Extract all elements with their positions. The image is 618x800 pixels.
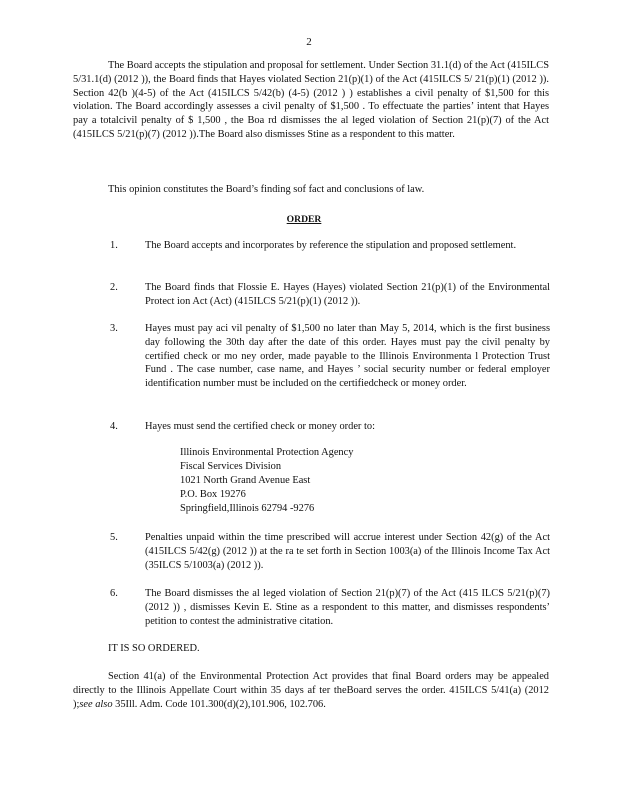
order-item-text: The Board dismisses the al leged violation of Section 21(p)(7) of the Act (415 ILCS 5/21(p)(7) (2012 )) , dismisses Kevin E. Stine as a respondent to this matter, and dismisses respondents’ petition to contest the administrative citation. [145,588,550,627]
mailing-address [180,446,353,516]
order-item-number: 1. [110,240,118,251]
page-number: 2 [306,36,312,48]
order-item-number: 2. [110,282,118,293]
order-item-text: The Board accepts and incorporates by reference the stipulation and proposed settlement. [145,240,517,251]
order-item-text: Penalties unpaid within the time prescribed will accrue interest under Section 42(g) of the Act (415ILCS 5/42(g) (2012 )) at the ra te set forth in Section 1003(a) of the Illinois Income Tax Act (35ILCS 5/1003(a) (2012 )). [145,532,550,571]
appeal-text-start: Section 41(a) of the Environmental Protection Act provides that final Board orders may be appealed directly to the Illinois Appellate Court within 35 days af ter theBoard serves the order. 415ILCS 5/41(a) (2012 ); [73,671,549,710]
address-line: 1021 North Grand Avenue East [180,474,311,486]
appeal-see-also: see also [79,698,113,710]
order-heading: ORDER [286,214,322,225]
order-item-text: The Board finds that Flossie E. Hayes (Hayes) violated Section 21(p)(1) of the Environmental Protect ion Act (Act) (415ILCS 5/21(p)(1) (2012 )). [145,282,550,307]
intro-paragraph: The Board accepts the stipulation and proposal for settlement. Under Section 31.1(d) of the Act (415ILCS 5/31.1(d) (2012 )), the Board finds that Hayes violated Section 21(p)(1) of the Act (415ILCS 5/ 21(p)(1) (2012 )). Section 42(b )(4-5) of the Act (415ILCS 5/42(b) (4-5) (2012 ) ) establishes a civil penalty of $1,500 for this violation. The Board accordingly assesses a civil penalty of $1,500 . To effectuate the parties’ intent that Hayes pay a totalcivil penalty of $ 1,500 , the Boa rd dismisses the al leged violation of Section 21(p)(7) of the Act (415ILCS 5/21(p)(7) (2012 )).The Board also dismisses Stine as a respondent to this matter. [73,60,549,140]
order-item-number: 3. [110,323,118,334]
appeal-paragraph [73,670,549,711]
address-line: Illinois Environmental Protection Agency [180,447,354,458]
address-line: Springfield,Illinois 62794 -9276 [180,502,315,514]
address-line: Fiscal Services Division [180,460,282,472]
so-ordered-statement: IT IS SO ORDERED. [108,643,200,654]
address-line: P.O. Box 19276 [180,488,246,500]
order-item-text: Hayes must pay aci vil penalty of $1,500 no later than May 5, 2014, which is the first business day following the 30th day after the date of this order. Hayes must pay the civil penalty by certified check or mo ney order, made payable to the Illinois Environmenta l Protection Trust Fund . The case number, case name, and Hayes ’ social security number or federal employer identification number must be included on the certifiedcheck or money order. [145,323,550,390]
order-item-number: 6. [110,588,118,599]
order-item-text: Hayes must send the certified check or money order to: [145,421,375,432]
appeal-text-end: 35Ill. Adm. Code 101.300(d)(2),101.906, 102.706. [112,698,326,710]
order-item-number: 5. [110,532,118,543]
order-item-number: 4. [110,421,118,432]
findings-paragraph: This opinion constitutes the Board’s finding sof fact and conclusions of law. [108,184,425,195]
